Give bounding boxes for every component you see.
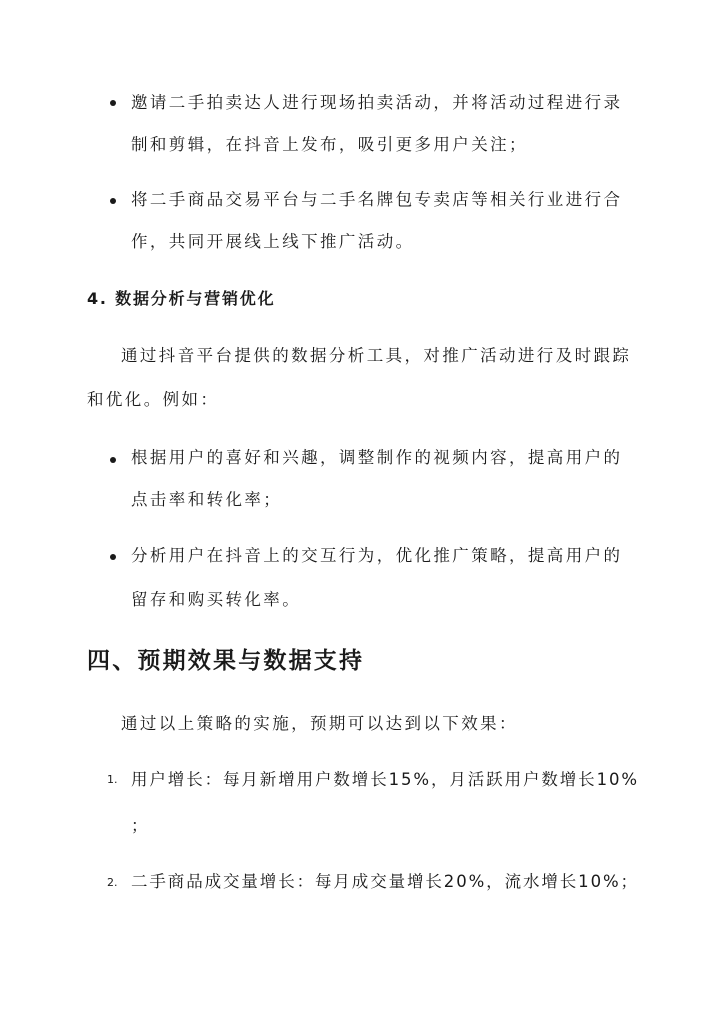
paragraph-text: 和优化。例如： [87, 390, 220, 409]
chapter-heading: 四、预期效果与数据支持 [87, 648, 365, 674]
paragraph-text: 通过以上策略的实施，预期可以达到以下效果： [121, 714, 518, 733]
list-item-text: ； [131, 816, 150, 835]
list-item-text: 点击率和转化率； [131, 490, 283, 509]
list-number: 2. [107, 876, 118, 889]
list-item-text: 将二手商品交易平台与二手名牌包专卖店等相关行业进行合 [131, 190, 623, 209]
list-item-text: 制和剪辑，在抖音上发布，吸引更多用户关注； [131, 135, 528, 154]
list-item-text: 二手商品成交量增长：每月成交量增长20%，流水增长10%； [131, 872, 639, 891]
section-title: 4. 数据分析与营销优化 [87, 289, 276, 308]
list-item-text: 用户增长：每月新增用户数增长15%，月活跃用户数增长10% [131, 770, 639, 789]
list-item-text: 分析用户在抖音上的交互行为，优化推广策略，提高用户的 [131, 546, 623, 565]
paragraph-text: 通过抖音平台提供的数据分析工具，对推广活动进行及时跟踪 [121, 346, 632, 365]
list-item-text: 邀请二手拍卖达人进行现场拍卖活动，并将活动过程进行录 [131, 93, 623, 112]
list-item-text: 作，共同开展线上线下推广活动。 [131, 232, 415, 251]
list-item-text: 根据用户的喜好和兴趣，调整制作的视频内容，提高用户的 [131, 448, 623, 467]
bullet-dot [110, 100, 116, 106]
bullet-dot [110, 457, 116, 463]
bullet-dot [110, 554, 116, 560]
list-item-text: 留存和购买转化率。 [131, 590, 302, 609]
bullet-dot [110, 198, 116, 204]
list-number: 1. [107, 773, 118, 786]
